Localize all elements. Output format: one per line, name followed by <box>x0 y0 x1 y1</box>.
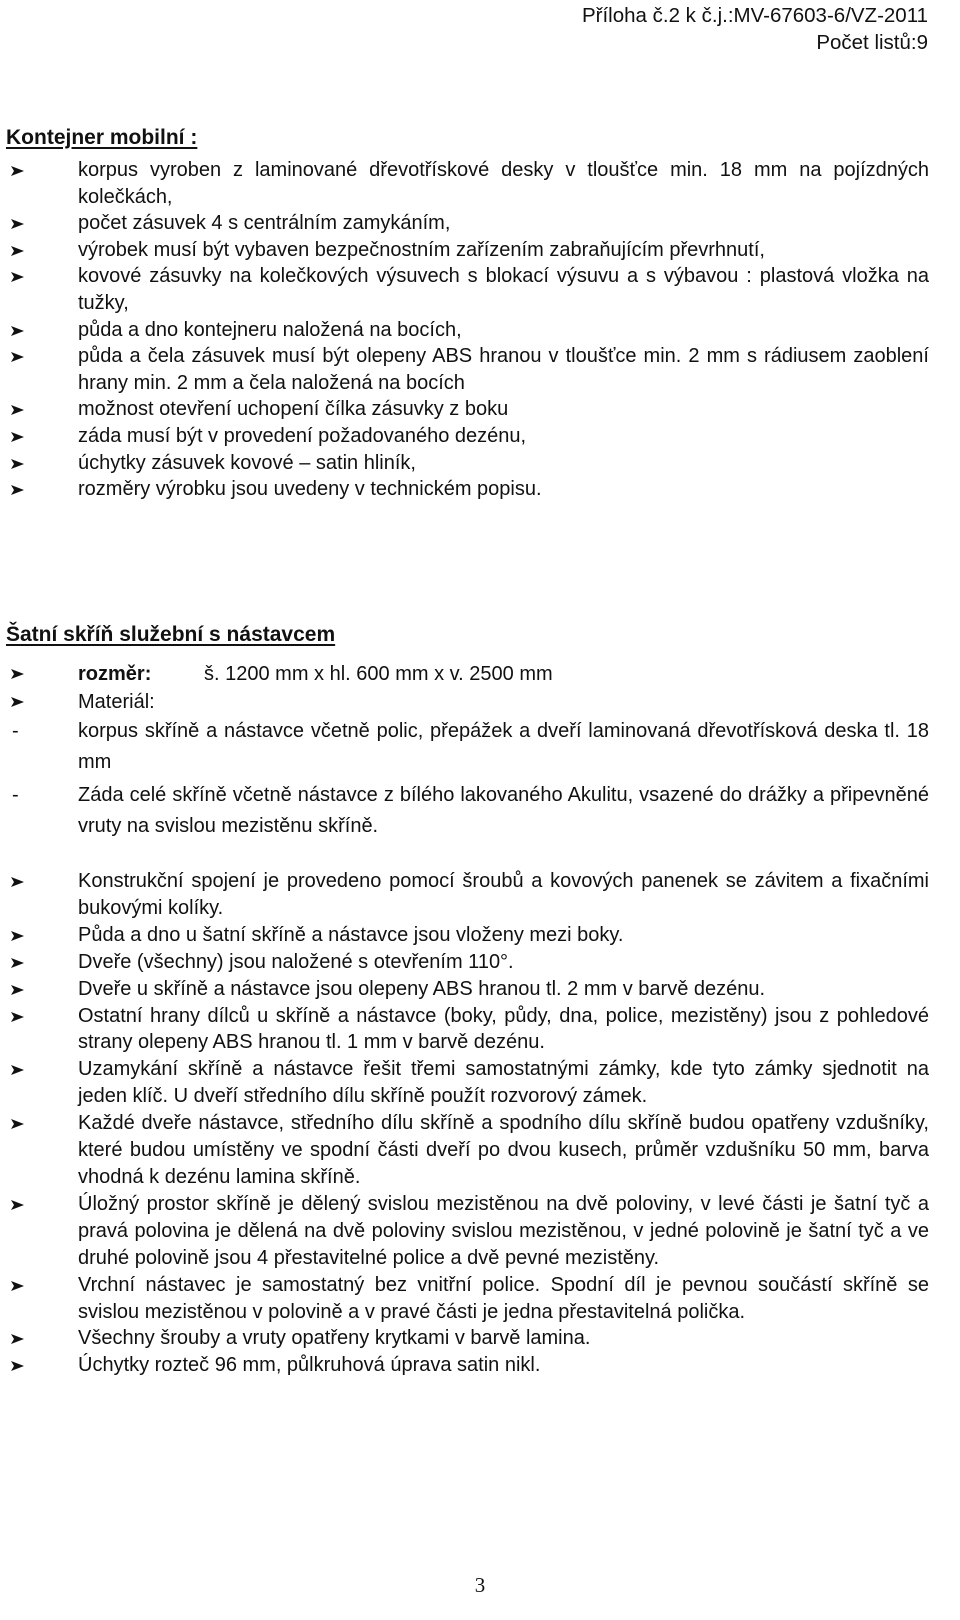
list-item-text: Půda a dno u šatní skříně a nástavce jsou vloženy mezi boky. <box>78 923 624 946</box>
list-item <box>0 1191 960 1272</box>
arrowhead-bullet-icon <box>10 1199 25 1211</box>
dash-marker: - <box>12 720 19 742</box>
list-item <box>0 1325 960 1352</box>
arrowhead-bullet-icon <box>10 351 25 363</box>
list-item-text: počet zásuvek 4 s centrálním zamykáním, <box>78 212 451 235</box>
list-item <box>0 868 960 922</box>
list-item <box>0 450 960 477</box>
arrowhead-bullet-icon <box>10 1333 25 1345</box>
list-item-text: Uzamykání skříně a nástavce řešit třemi samostatnými zámky, kde tyto zámky sjednotit na jeden klíč. U dveří středního dílu skříně použít rozvorový zámek. <box>78 1058 929 1108</box>
arrowhead-bullet-icon <box>10 1360 25 1372</box>
material-item-text: Záda celé skříně včetně nástavce z bílého lakovaného Akulitu, vsazené do drážky a připevněné vruty na svislou mezistěnu skříně. <box>78 784 929 837</box>
list-item <box>0 1272 960 1326</box>
list-item <box>0 423 960 450</box>
list-item-dimension <box>0 660 960 688</box>
list-item <box>0 976 960 1003</box>
material-item <box>0 780 960 842</box>
dash-marker: - <box>12 784 19 806</box>
list-item-text: Ostatní hrany dílců u skříně a nástavce (boky, půdy, dna, police, mezistěny) jsou z pohledové strany olepeny ABS hranou tl. 1 mm v barvě dezénu. <box>78 1004 929 1054</box>
list-item-text: Úchytky rozteč 96 mm, půlkruhová úprava satin nikl. <box>78 1354 541 1377</box>
list-item <box>0 1110 960 1191</box>
list-item <box>0 237 960 264</box>
list-item-text: půda a čela zásuvek musí být olepeny ABS hranou v tloušťce min. 2 mm s rádiusem zaoblení hrany min. 2 mm a čela naložená na bocích <box>78 345 929 394</box>
list-item-material <box>0 688 960 716</box>
list-item-text: rozměry výrobku jsou uvedeny v technickém popisu. <box>78 478 542 501</box>
arrowhead-bullet-icon <box>10 930 25 942</box>
list-item <box>0 157 960 210</box>
arrowhead-bullet-icon <box>10 668 25 680</box>
list-item-text: Dveře u skříně a nástavce jsou olepeny ABS hranou tl. 2 mm v barvě dezénu. <box>78 977 766 1000</box>
material-item <box>0 716 960 778</box>
list-item-text: Všechny šrouby a vruty opatřeny krytkami v barvě lamina. <box>78 1327 591 1350</box>
list-item-text: Každé dveře nástavce, středního dílu skříně a spodního dílu skříně budou opatřeny vzdušníky, které budou umístěny ve spodní části dveří po dvou kusech, průměr vzdušníku 50 mm, barva vhodná k dezénu lamina skříně. <box>78 1112 929 1188</box>
list-item-text: Konstrukční spojení je provedeno pomocí šroubů a kovových panenek se závitem a fixačními bukovými kolíky. <box>78 870 929 919</box>
arrowhead-bullet-icon <box>10 1280 25 1292</box>
list-item <box>0 1003 960 1057</box>
arrowhead-bullet-icon <box>10 458 25 470</box>
list-item-text: půda a dno kontejneru naložená na bocích, <box>78 318 462 341</box>
arrowhead-bullet-icon <box>10 404 25 416</box>
list-item <box>0 396 960 423</box>
list-item-text: Vrchní nástavec je samostatný bez vnitřní police. Spodní díl je pevnou součástí skříně se svislou mezistěnou v polovině a v pravé části je jedna přestavitelná polička. <box>78 1273 929 1323</box>
arrowhead-bullet-icon <box>10 1011 25 1023</box>
list-item-text: Úložný prostor skříně je dělený svislou mezistěnou na dvě poloviny, v levé části je šatní tyč a pravá polovina je dělená na dvě poloviny svislou mezistěnou, v jedné polovině je šatní tyč a ve druhé polovině jsou 4 přestavitelné police a dvě pevné mezistěny. <box>78 1192 929 1269</box>
page-number: 3 <box>474 1573 486 1597</box>
arrowhead-bullet-icon <box>10 218 25 230</box>
arrowhead-bullet-icon <box>10 876 25 888</box>
wardrobe-spec-list <box>0 868 960 1379</box>
page-count: Počet listů:9 <box>816 31 928 54</box>
arrowhead-bullet-icon <box>10 984 25 996</box>
list-item <box>0 343 960 396</box>
material-list <box>0 716 960 842</box>
list-item <box>0 317 960 344</box>
list-item-text: kovové zásuvky na kolečkových výsuvech s blokací výsuvu a s výbavou : plastová vložka na tužky, <box>78 265 929 314</box>
list-item <box>0 922 960 949</box>
dimension-label: rozměr: <box>78 663 152 685</box>
list-item <box>0 1352 960 1379</box>
arrowhead-bullet-icon <box>10 325 25 337</box>
list-item <box>0 476 960 503</box>
arrowhead-bullet-icon <box>10 271 25 283</box>
list-item-text: Dveře (všechny) jsou naložené s otevřením 110°. <box>78 950 514 973</box>
arrowhead-bullet-icon <box>10 1118 25 1130</box>
dimension-value: š. 1200 mm x hl. 600 mm x v. 2500 mm <box>204 663 553 685</box>
list-item-text: výrobek musí být vybaven bezpečnostním zařízením zabraňujícím převrhnutí, <box>78 238 765 261</box>
list-item-text: úchytky zásuvek kovové – satin hliník, <box>78 451 416 474</box>
list-item <box>0 263 960 316</box>
material-item-text: korpus skříně a nástavce včetně polic, přepážek a dveří laminovaná dřevotřísková deska tl. 18 mm <box>78 720 929 773</box>
arrowhead-bullet-icon <box>10 957 25 969</box>
list-item <box>0 949 960 976</box>
list-item-text: možnost otevření uchopení čílka zásuvky z boku <box>78 398 509 421</box>
list-item-text: korpus vyroben z laminované dřevotřískové desky v tloušťce min. 18 mm na pojízdných kolečkách, <box>78 159 929 208</box>
material-label: Materiál: <box>78 691 155 713</box>
wardrobe-header-list <box>0 660 960 716</box>
list-item-text: záda musí být v provedení požadovaného dezénu, <box>78 424 527 447</box>
arrowhead-bullet-icon <box>10 1064 25 1076</box>
section-title-container: Kontejner mobilní : <box>6 126 198 149</box>
attachment-reference: Příloha č.2 k č.j.:MV-67603-6/VZ-2011 <box>581 4 928 27</box>
arrowhead-bullet-icon <box>10 431 25 443</box>
section-title-wardrobe: Šatní skříň služební s nástavcem <box>6 623 336 646</box>
arrowhead-bullet-icon <box>10 484 25 496</box>
arrowhead-bullet-icon <box>10 245 25 257</box>
container-spec-list <box>0 157 960 503</box>
arrowhead-bullet-icon <box>10 165 25 177</box>
list-item <box>0 210 960 237</box>
arrowhead-bullet-icon <box>10 696 25 708</box>
page-header <box>582 2 928 56</box>
list-item <box>0 1056 960 1110</box>
